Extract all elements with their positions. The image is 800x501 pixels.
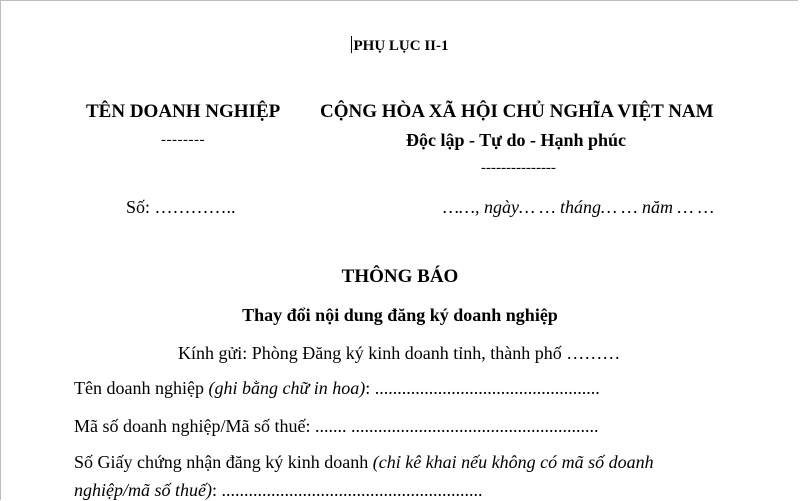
appendix-heading [0, 36, 800, 55]
certificate-note-continued: nghiệp/mã số thuế) [74, 480, 212, 500]
company-name-field [74, 378, 600, 399]
document-number: Số: ………….. [126, 197, 236, 217]
company-name-label: Tên doanh nghiệp [74, 378, 209, 398]
certificate-blank: : .......................................................... [211, 480, 483, 500]
certificate-label: Số Giấy chứng nhận đăng ký kinh doanh [74, 452, 373, 472]
tax-code-field: Mã số doanh nghiệp/Mã số thuế: ....... ....................................................... [74, 416, 599, 436]
document-date: ……, ngày… … tháng… … năm … … [443, 197, 715, 217]
recipient-line: Kính gửi: Phòng Đăng ký kinh doanh tỉnh, thành phố ……… [178, 343, 621, 363]
certificate-field [74, 452, 654, 473]
notice-subtitle: Thay đổi nội dung đăng ký doanh nghiệp [242, 305, 558, 325]
national-motto: Độc lập - Tự do - Hạnh phúc [406, 130, 627, 150]
certificate-field-continued [74, 480, 483, 501]
company-name-note: (ghi bằng chữ in hoa) [208, 378, 366, 398]
company-name-blank: : .................................................. [365, 378, 600, 398]
motto-divider: --------------- [481, 160, 556, 176]
certificate-note: (chỉ kê khai nếu không có mã số doanh [372, 452, 654, 472]
company-name: TÊN DOANH NGHIỆP [86, 101, 281, 122]
republic-title: CỘNG HÒA XÃ HỘI CHỦ NGHĨA VIỆT NAM [320, 101, 714, 122]
company-divider: -------- [161, 132, 205, 148]
appendix-label: PHỤ LỤC II-1 [353, 38, 449, 54]
notice-title: THÔNG BÁO [341, 266, 459, 287]
